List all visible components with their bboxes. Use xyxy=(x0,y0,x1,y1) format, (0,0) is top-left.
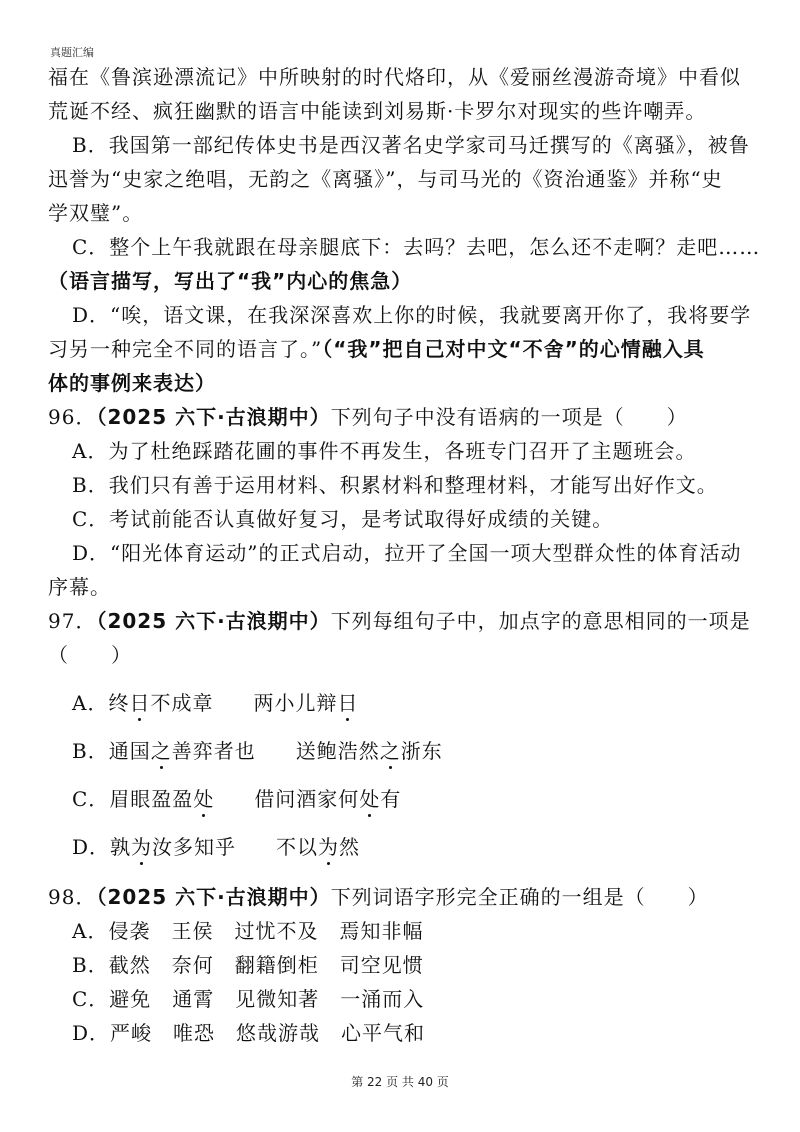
prev-option-d-line2 xyxy=(48,332,760,366)
q97-option-a xyxy=(48,686,760,720)
q97-d-dotted-char: 为 xyxy=(318,835,340,859)
q97-b-text: 善弈者也 xyxy=(171,739,256,763)
q97-c-text: 眉眼盈盈 xyxy=(109,787,194,811)
q97-a-text: 两小儿辩 xyxy=(253,691,338,715)
q97-a-dotted-char: 日 xyxy=(129,691,151,715)
q97-a-dotted-char: 日 xyxy=(337,691,359,715)
prev-option-d-line1: D．“唉，语文课，在我深深喜欢上你的时候，我就要离开你了，我将要学 xyxy=(72,303,752,327)
prev-option-a-line1: 福在《鲁滨逊漂流记》中所映射的时代烙印，从《爱丽丝漫游奇境》中看似 xyxy=(48,65,741,89)
q97-c-dotted-char: 处 xyxy=(359,787,381,811)
q96-number: 96． xyxy=(48,405,97,429)
prev-option-b-line1: B．我国第一部纪传体史书是西汉著名史学家司马迁撰写的《离骚》，被鲁 xyxy=(72,133,750,157)
page-footer: 第 22 页 共 40 页 xyxy=(351,1075,449,1089)
q96-option-b: B．我们只有善于运用材料、积累材料和整理材料，才能写出好作文。 xyxy=(72,473,718,497)
page-content xyxy=(48,60,760,1050)
q98-option-d: D．严峻 唯恐 悠哉游哉 心平气和 xyxy=(72,1021,426,1045)
prev-option-b-line2: 迅誉为“史家之绝唱，无韵之《离骚》”，与司马光的《资治通鉴》并称“史 xyxy=(48,167,723,191)
q96-option-c: C．考试前能否认真做好复习，是考试取得好成绩的关键。 xyxy=(72,507,614,531)
q98-stem-text: 下列词语字形完全正确的一组是（ ） xyxy=(330,885,709,909)
q97-b-dotted-char: 之 xyxy=(379,739,401,763)
q97-d-dotted-char: 为 xyxy=(131,835,153,859)
q97-a-text: 不成章 xyxy=(150,691,214,715)
q97-d-text: 汝多知乎 xyxy=(152,835,237,859)
q98-number: 98． xyxy=(48,885,97,909)
q97-b-text: 浙东 xyxy=(400,739,443,763)
q97-b-text: 送鲍浩然 xyxy=(295,739,380,763)
q97-number: 97． xyxy=(48,609,97,633)
q97-c-text: 借问酒家何 xyxy=(254,787,360,811)
prev-option-d-line3: 体的事例来表达） xyxy=(48,371,216,395)
q96-stem-text: 下列句子中没有语病的一项是（ ） xyxy=(330,405,688,429)
prev-option-d-line2-note: （“我”把自己对中文“不舍”的心情融入具 xyxy=(322,337,705,361)
q97-b-dotted-char: 之 xyxy=(150,739,172,763)
prev-option-c-line2: （语言描写，写出了“我”内心的焦急） xyxy=(48,269,413,293)
q97-d-text: 不以 xyxy=(276,835,319,859)
q97-tag: （2025 六下·古浪期中） xyxy=(96,609,331,633)
q97-b-text: 通国 xyxy=(108,739,151,763)
prev-option-b-line3: 学双璧”。 xyxy=(48,201,144,225)
q98-option-a: A．侵袭 王侯 过忧不及 焉知非幅 xyxy=(72,919,424,943)
q97-option-c xyxy=(48,782,760,816)
q97-paren: （ ） xyxy=(48,643,132,667)
q97-d-label: D． xyxy=(72,835,111,859)
q97-d-text: 孰 xyxy=(110,835,132,859)
q97-option-d xyxy=(48,830,760,864)
q97-a-text: 终 xyxy=(108,691,130,715)
prev-option-d-line2-text: 习另一种完全不同的语言了。” xyxy=(48,337,323,361)
q97-option-b xyxy=(48,734,760,768)
q97-d-text: 然 xyxy=(339,835,361,859)
page-header: 真题汇编 xyxy=(50,46,94,59)
q96-option-d-line1: D．“阳光体育运动”的正式启动，拉开了全国一项大型群众性的体育活动 xyxy=(72,541,742,565)
q96-tag: （2025 六下·古浪期中） xyxy=(96,405,331,429)
prev-option-a-line2: 荒诞不经、疯狂幽默的语言中能读到刘易斯·卡罗尔对现实的些许嘲弄。 xyxy=(48,99,707,123)
q97-c-dotted-char: 处 xyxy=(193,787,215,811)
q97-b-label: B． xyxy=(72,739,109,763)
q97-c-label: C． xyxy=(72,787,110,811)
q96-option-a: A．为了杜绝踩踏花圃的事件不再发生，各班专门召开了主题班会。 xyxy=(72,439,697,463)
q98-tag: （2025 六下·古浪期中） xyxy=(96,885,331,909)
q97-stem-text: 下列每组句子中，加点字的意思相同的一项是 xyxy=(330,609,751,633)
q97-c-text: 有 xyxy=(380,787,402,811)
prev-option-c-line1: C．整个上午我就跟在母亲腿底下：去吗？去吧，怎么还不走啊？走吧…… xyxy=(72,235,761,259)
q97-stem xyxy=(48,604,760,638)
q96-stem xyxy=(48,400,760,434)
q98-option-c: C．避免 通霄 见微知著 一涌而入 xyxy=(72,987,425,1011)
q96-option-d-line2: 序幕。 xyxy=(48,575,111,599)
q98-stem xyxy=(48,880,760,914)
q98-option-b: B．截然 奈何 翻籍倒柜 司空见惯 xyxy=(72,953,424,977)
q97-a-label: A． xyxy=(72,691,109,715)
